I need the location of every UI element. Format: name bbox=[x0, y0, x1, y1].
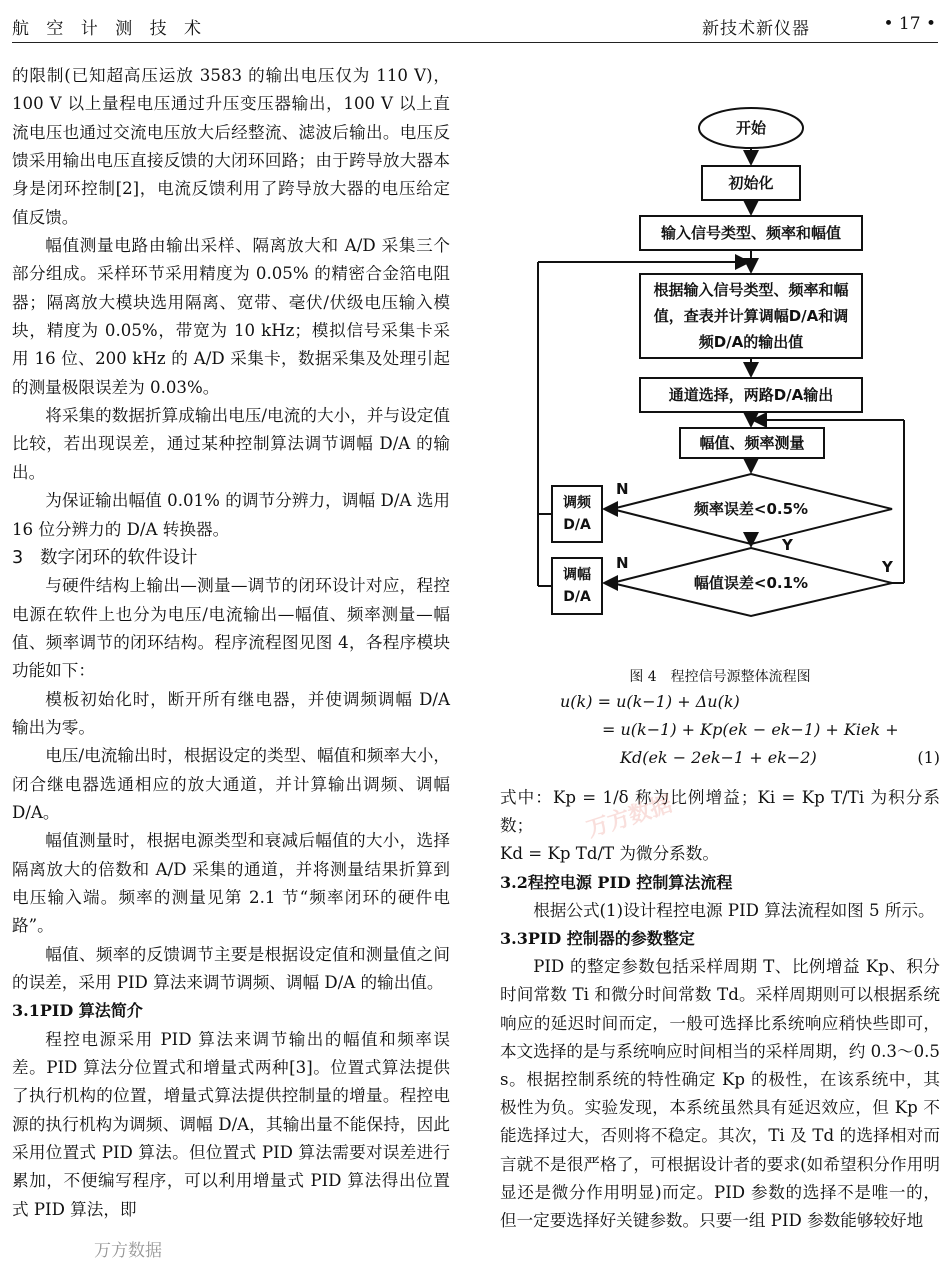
definition: Kd = Kp Td/T 为微分系数。 bbox=[500, 844, 719, 864]
paragraph: 幅值、频率的反馈调节主要是根据设定值和测量值之间的误差，采用 PID 算法来调节调频、调幅 D/A 的输出值。 bbox=[12, 944, 450, 992]
paragraph: 与硬件结构上输出—测量—调节的闭环设计对应，程控电源在软件上也分为电压/电流输出—幅值、频率测量—幅值、频率调节的闭环结构。程序流程图见图 4，各程序模块功能如下： bbox=[12, 576, 450, 681]
definition: 式中：Kp = 1/δ 称为比例增益；Ki = Kp T/Ti 为积分系数； bbox=[500, 788, 940, 836]
branch-n-label: N bbox=[616, 480, 629, 498]
flowchart-figure bbox=[500, 96, 940, 696]
measure-label: 幅值、频率测量 bbox=[699, 434, 805, 452]
watermark-footer: 万方数据 bbox=[94, 1241, 162, 1261]
subsection-heading: 3.1PID 算法简介 bbox=[12, 1001, 143, 1021]
adj-freq-label: 调频 D/A bbox=[563, 495, 591, 533]
paragraph: 电压/电流输出时，根据设定的类型、幅值和频率大小，闭合继电器选通相应的放大通道，并计算输出调频、调幅 D/A。 bbox=[12, 746, 450, 822]
branch-n-label: N bbox=[616, 554, 629, 572]
journal-name: 航 空 计 测 技 术 bbox=[12, 19, 208, 39]
branch-y-label: Y bbox=[882, 558, 893, 576]
section-name: 新技术新仪器 bbox=[702, 19, 810, 39]
paragraph: 的限制(已知超高压运放 3583 的输出电压仅为 110 V)，100 V 以上量程电压通过升压变压器输出，100 V 以上直流电压也通过交流电压放大后经整流、滤波后输出。电压反馈采用输出电压直接反馈的大闭环回路；由于跨导放大器本身是闭环控制[2]，电流反馈利用了跨导放大器的电压给定值反馈。 bbox=[12, 66, 450, 227]
equation-line: Kd(ek − 2ek−1 + ek−2) bbox=[620, 748, 817, 767]
paragraph: 幅值测量时，根据电源类型和衰减后幅值的大小，选择隔离放大的倍数和 A/D 采集的通道，并将测量结果折算到电压输入端。频率的测量见第 2.1 节“频率闭环的硬件电路”。 bbox=[12, 831, 450, 936]
branch-y-label: Y bbox=[782, 536, 793, 554]
paragraph: 根据公式(1)设计程控电源 PID 算法流程如图 5 所示。 bbox=[533, 900, 935, 920]
equation-number: (1) bbox=[917, 748, 940, 767]
equation-line: u(k) = u(k−1) + Δu(k) bbox=[560, 692, 740, 711]
amp-check-label: 幅值误差<0.1% bbox=[693, 574, 809, 592]
calc-label: 根据输入信号类型、频率和幅值，查表并计算调幅D/A和调频D/A的输出值 bbox=[653, 281, 849, 351]
right-column-text bbox=[500, 784, 940, 1235]
page-header bbox=[12, 14, 938, 43]
figure-caption: 图 4 程控信号源整体流程图 bbox=[629, 669, 811, 685]
input-label: 输入信号类型、频率和幅值 bbox=[660, 224, 841, 242]
paragraph: 模板初始化时，断开所有继电器，并使调频调幅 D/A 输出为零。 bbox=[12, 689, 450, 737]
init-label: 初始化 bbox=[728, 174, 774, 192]
start-label: 开始 bbox=[735, 119, 766, 137]
paragraph: 将采集的数据折算成输出电压/电流的大小，并与设定值比较，若出现误差，通过某种控制算法调节调幅 D/A 的输出。 bbox=[12, 406, 450, 482]
channel-label: 通道选择，两路D/A输出 bbox=[668, 386, 834, 404]
paragraph: 为保证输出幅值 0.01% 的调节分辨力，调幅 D/A 选用 16 位分辨力的 D/A 转换器。 bbox=[12, 491, 450, 539]
left-column bbox=[12, 62, 450, 1224]
adj-amp-label: 调幅 D/A bbox=[563, 567, 591, 605]
freq-check-label: 频率误差<0.5% bbox=[693, 500, 809, 518]
subsection-heading: 3.2程控电源 PID 控制算法流程 bbox=[500, 872, 733, 892]
equation-line: = u(k−1) + Kp(ek − ek−1) + Kiek + bbox=[602, 720, 899, 739]
subsection-heading: 3.3PID 控制器的参数整定 bbox=[500, 929, 695, 949]
paragraph: PID 的整定参数包括采样周期 T、比例增益 Kp、积分时间常数 Ti 和微分时间常数 Td。采样周期则可以根据系统响应的延迟时间而定，一般可选择比系统响应稍快些即可，本文选择的是与系统响应时间相当的采样周期，约 0.3～0.5 s。根据控制系统的特性确定 Kp 的极性，在该系统中，其极性为负。实验发现，本系统虽然具有延迟效应，但 Kp 不能选择过大，否则将不稳定。其次，Ti 及 Td 的选择相对而言就不是很严格了，可根据设计者的要求(如希望积分作用明显还是微分作用明显)而定。PID 参数的选择不是唯一的，但一定要选择好关键参数。只要一组 PID 参数能够较好地 bbox=[500, 957, 940, 1231]
watermark-logo: 万方数据 bbox=[583, 791, 676, 843]
paragraph: 幅值测量电路由输出采样、隔离放大和 A/D 采集三个部分组成。采样环节采用精度为 0.05% 的精密合金箔电阻器；隔离放大模块选用隔离、宽带、毫伏/伏级电压输入模块，精度为 0.05%，带宽为 10 kHz；模拟信号采集卡采用 16 位、200 kHz 的 A/D 采集卡，数据采集及处理引起的测量极限误差为 0.03%。 bbox=[12, 236, 450, 397]
paragraph: 程控电源采用 PID 算法来调节输出的幅值和频率误差。PID 算法分位置式和增量式两种[3]。位置式算法提供了执行机构的位置，增量式算法提供控制量的增量。程控电源的执行机构为调频、调幅 D/A，其输出量不能保持，因此采用位置式 PID 算法。但位置式 PID 算法需要对误差进行累加，不便编写程序，可以利用增量式 PID 算法得出位置式 PID 算法，即 bbox=[12, 1029, 450, 1219]
page-number: • 17 • bbox=[883, 14, 936, 34]
section-heading: 3 数字闭环的软件设计 bbox=[12, 547, 198, 568]
